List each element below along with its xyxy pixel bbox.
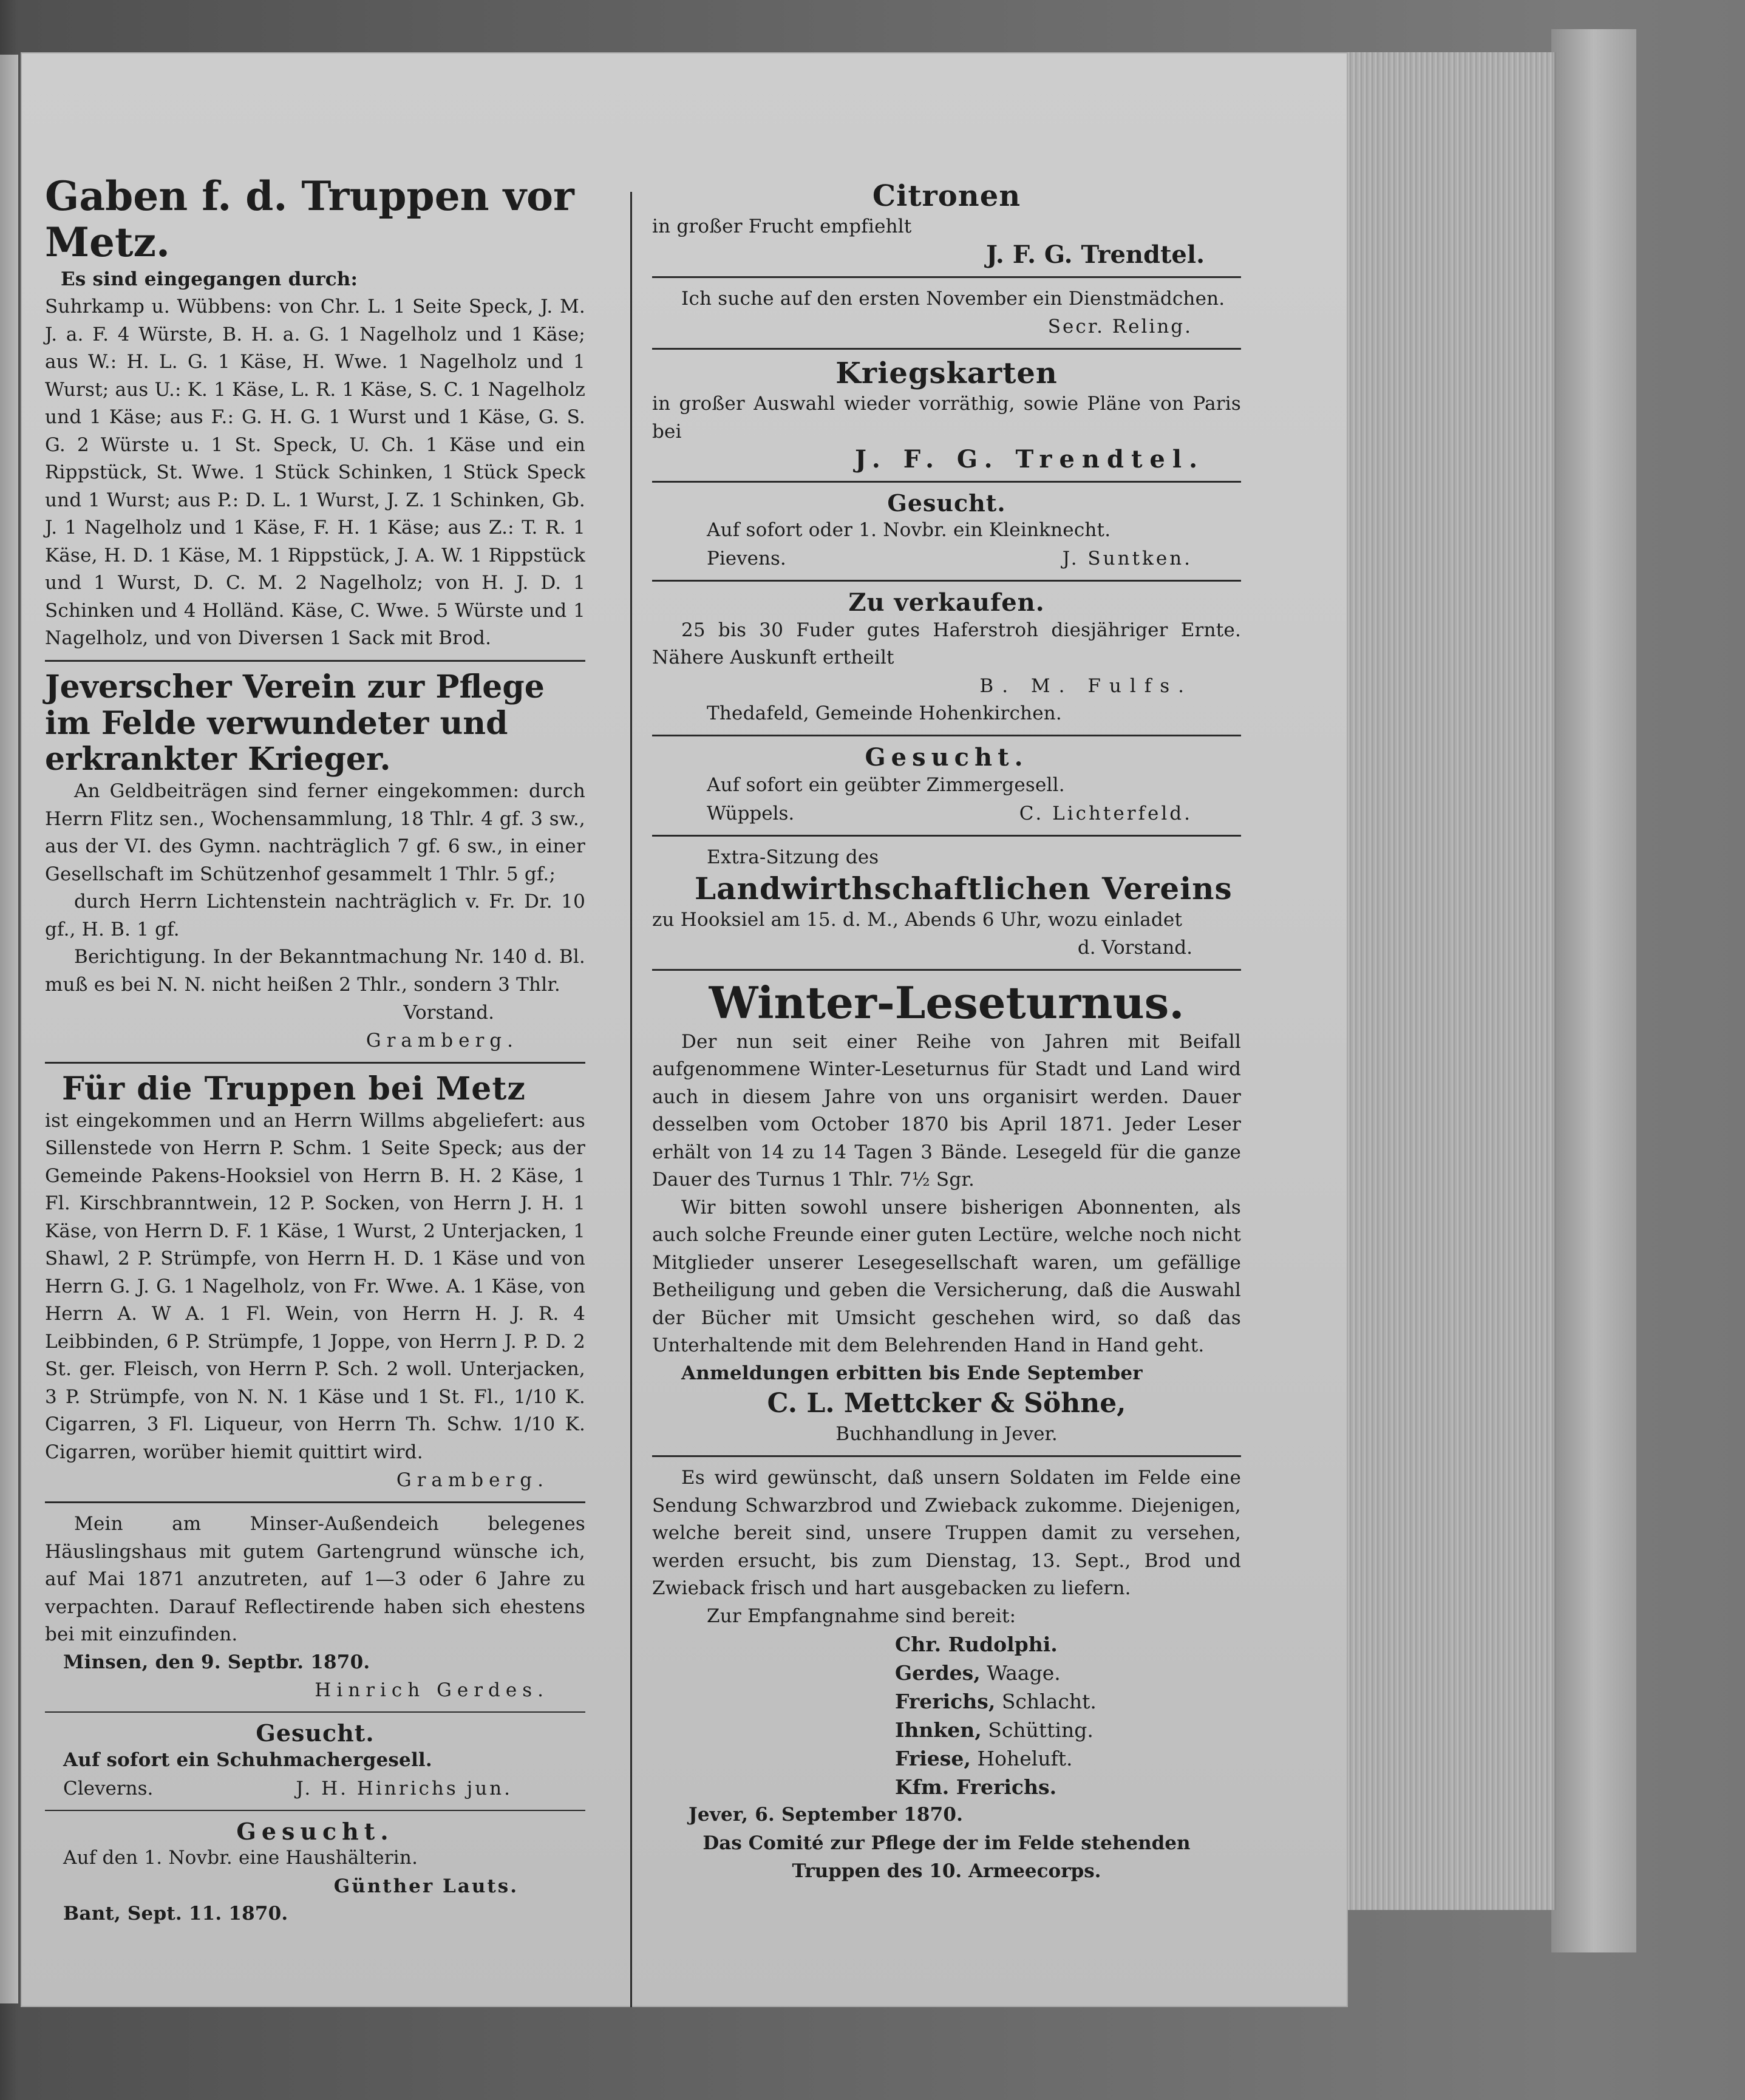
ad-body: Ich suche auf den ersten November ein Dienstmädchen.: [681, 287, 1225, 310]
receiver-list: [652, 1630, 1241, 1801]
ad-body: Auf sofort ein geübter Zimmergesell.: [707, 774, 1065, 797]
ad-place: Thedafeld, Gemeinde Hohenkirchen.: [707, 702, 1062, 724]
book-page-edges: [1336, 52, 1556, 1910]
separator-rule: [652, 580, 1241, 582]
ad-title: Gesucht.: [256, 1719, 375, 1747]
ad-verein-pflege: [45, 669, 585, 1055]
ad-title: Gesucht.: [865, 743, 1029, 772]
ad-body: in großer Frucht empfiehlt: [652, 216, 912, 238]
ad-zu-verkaufen: [652, 589, 1241, 728]
list-item: Friese, Hoheluft.: [895, 1747, 1073, 1771]
ad-signature: J. Suntken.: [1062, 547, 1192, 569]
ad-citronen: [652, 180, 1241, 269]
separator-rule: [652, 276, 1241, 278]
ad-body: An Geldbeiträgen sind ferner eingekommen: durch Herrn Flitz sen., Wochensammlung, 18 Thlr. 4 gf. 3 sw., aus der VI. des Gymn. nachträglich 7 gf. 6 sw., in einer Gesellschaft im Schützenhof gesammelt 1 Thlr. 5 gf.;: [45, 780, 585, 885]
ad-gesucht-schuhmacher: [45, 1720, 585, 1802]
list-item: Kfm. Frerichs.: [895, 1775, 1057, 1799]
ad-subtitle: Buchhandlung in Jever.: [835, 1423, 1058, 1446]
ad-date: Jever, 6. September 1870.: [689, 1804, 964, 1826]
ad-gesucht-haushaelterin: [45, 1818, 585, 1928]
ad-signature: Secr. Reling.: [1047, 316, 1192, 338]
ad-title: Gesucht.: [236, 1817, 394, 1845]
ad-signature: Hinrich Gerdes.: [315, 1679, 549, 1702]
ad-body: Wir bitten sowohl unsere bisherigen Abonnenten, als auch solche Freunde einer guten Lectüre, welche noch nicht Mitglieder unserer Lesegesellschaft waren, um gefällige Betheiligung und geben die Versicherung, daß die Auswahl der Bücher mit Umsicht geschehen wird, so daß das Unterhaltende mit dem Belehrenden Hand in Hand geht.: [652, 1196, 1241, 1357]
ad-title: Winter-Leseturnus.: [709, 977, 1185, 1029]
book-cover-edge: [1551, 29, 1636, 1952]
ad-signature: J. H. Hinrichs jun.: [296, 1777, 512, 1799]
ad-body: in großer Auswahl wieder vorräthig, sowie Pläne von Paris bei: [652, 393, 1241, 443]
ad-body: zu Hooksiel am 15. d. M., Abends 6 Uhr, wozu einladet: [652, 908, 1183, 931]
left-column: [45, 174, 585, 1928]
ad-kriegskarten: [652, 357, 1241, 474]
ad-date: Minsen, den 9. Septbr. 1870.: [63, 1651, 370, 1673]
separator-rule: [45, 1062, 585, 1064]
ad-body: ist eingekommen und an Herrn Willms abgeliefert: aus Sillenstede von Herrn P. Schm. 1 Seite Speck; aus der Gemeinde Pakens-Hooksiel von Herrn B. H. 2 Käse, 1 Fl. Kirschbranntwein, 12 P. Socken, von Herrn J. H. 1 Käse, von Herrn D. F. 1 Käse, 1 Wurst, 2 Unterjacken, 1 Shawl, 2 P. Strümpfe, von Herrn H. D. 1 Käse und von Herrn G. J. G. 1 Nagelholz, von Fr. Wwe. A. 1 Käse, von Herrn A. W A. 1 Fl. Wein, von Herrn H. J. R. 4 Leibbinden, 6 P. Strümpfe, 1 Joppe, von Herrn J. P. D. 2 St. ger. Fleisch, von Herrn P. Sch. 2 woll. Unterjacken, 3 P. Strümpfe, von N. N. 1 Käse und 1 St. Fl., 1/10 K. Cigarren, 3 Fl. Liqueur, von Herrn Th. Schw. 1/10 K. Cigarren, worüber hiemit quittirt wird.: [45, 1109, 585, 1463]
separator-rule: [45, 1810, 585, 1811]
ad-gesucht-zimmergesell: [652, 744, 1241, 827]
ad-body: 25 bis 30 Fuder gutes Haferstroh diesjähriger Ernte. Nähere Auskunft ertheilt: [652, 619, 1241, 669]
ad-signature: J. F. G. Trendtel.: [986, 240, 1205, 269]
ad-title: Zu verkaufen.: [848, 588, 1045, 617]
ad-intro: Extra-Sitzung des: [707, 846, 879, 868]
ad-body: Mein am Minser-Außendeich belegenes Häuslingshaus mit gutem Gartengrund wünsche ich, auf Mai 1871 anzutreten, auf 1—3 oder 6 Jahre zu verpachten. Darauf Reflectirende haben sich ehestens bei mit einzufinden.: [45, 1513, 585, 1646]
ad-landwirthschaft-verein: [652, 844, 1241, 962]
separator-rule: [45, 1501, 585, 1503]
ad-gesucht-kleinknecht: [652, 490, 1241, 572]
ad-truppen-metz: [45, 1071, 585, 1494]
list-item: Gerdes, Waage.: [895, 1661, 1061, 1685]
ad-signature: Gramberg.: [366, 1030, 519, 1052]
separator-rule: [652, 481, 1241, 483]
ad-body: Es wird gewünscht, daß unsern Soldaten im Felde eine Sendung Schwarzbrod und Zwieback zukomme. Diejenigen, welche bereit sind, unsere Truppen damit zu versehen, werden ersucht, bis zum Dienstag, 13. Sept., Brod und Zwieback frisch und hart ausgebacken zu liefern.: [652, 1467, 1241, 1600]
ad-winter-leseturnus: [652, 978, 1241, 1448]
ad-signature: Gramberg.: [396, 1469, 549, 1492]
ad-soldaten-brod: [652, 1464, 1241, 1885]
ad-signature: Günther Lauts.: [333, 1875, 519, 1897]
ad-title: Gesucht.: [887, 489, 1006, 517]
ad-signature: Vorstand.: [403, 1002, 494, 1024]
separator-rule: [652, 348, 1241, 350]
ad-title: Citronen: [872, 179, 1021, 213]
ad-body: Anmeldungen erbitten bis Ende September: [681, 1362, 1143, 1384]
ad-body: Der nun seit einer Reihe von Jahren mit Beifall aufgenommene Winter-Leseturnus für Stadt und Land wird auch in diesem Jahre von uns organisirt werden. Dauer desselben vom October 1870 bis April 1871. Jeder Leser erhält von 14 zu 14 Tagen 3 Bände. Lesegeld für die ganze Dauer des Turnus 1 Thlr. 7½ Sgr.: [652, 1030, 1241, 1191]
separator-rule: [652, 735, 1241, 736]
ad-dienstmaedchen: [652, 285, 1241, 341]
list-item: Chr. Rudolphi.: [895, 1633, 1058, 1657]
separator-rule: [652, 835, 1241, 837]
ad-date: Bant, Sept. 11. 1870.: [63, 1902, 288, 1925]
ad-title: Landwirthschaftlichen Vereins: [695, 871, 1233, 907]
separator-rule: [45, 1711, 585, 1713]
list-item: Frerichs, Schlacht.: [895, 1690, 1097, 1714]
ad-body: durch Herrn Lichtenstein nachträglich v. Fr. Dr. 10 gf., H. B. 1 gf.: [45, 891, 585, 940]
ad-body: Auf sofort oder 1. Novbr. ein Kleinknecht.: [707, 519, 1111, 542]
right-column: [652, 180, 1241, 1885]
list-item: Ihnken, Schütting.: [895, 1718, 1094, 1742]
ad-title: Jeverscher Verein zur Pflege im Felde verwundeter und erkrankter Krieger.: [45, 668, 545, 778]
separator-rule: [652, 969, 1241, 971]
column-divider: [630, 192, 632, 2007]
ad-title: Kriegskarten: [835, 356, 1058, 391]
ad-body: Berichtigung. In der Bekanntmachung Nr. 140 d. Bl. muß es bei N. N. nicht heißen 2 Thlr., sondern 3 Thlr.: [45, 946, 585, 996]
newspaper-page: [21, 52, 1348, 2007]
ad-signature: C. L. Mettcker & Söhne,: [767, 1388, 1126, 1419]
ad-signature: C. Lichterfeld.: [1019, 802, 1192, 824]
ad-title: Gaben f. d. Truppen vor Metz.: [45, 172, 574, 266]
ad-signature: J. F. G. Trendtel.: [855, 445, 1205, 474]
ad-gaben-metz: [45, 174, 585, 653]
ad-place: Cleverns.: [63, 1777, 154, 1799]
ad-minsen-haus: [45, 1510, 585, 1704]
ad-place: Pievens.: [707, 547, 786, 569]
separator-rule: [652, 1455, 1241, 1457]
ad-signature: Truppen des 10. Armeecorps.: [792, 1860, 1101, 1882]
ad-signature: d. Vorstand.: [1077, 937, 1192, 959]
ad-intro: Zur Empfangnahme sind bereit:: [707, 1605, 1016, 1627]
ad-place: Wüppels.: [707, 802, 795, 824]
ad-body: Auf sofort ein Schuhmachergesell.: [63, 1749, 432, 1772]
previous-page-edge: [0, 55, 18, 2003]
separator-rule: [45, 660, 585, 662]
ad-intro: Es sind eingegangen durch:: [61, 268, 358, 290]
ad-signature: B. M. Fulfs.: [979, 675, 1192, 697]
ad-signature: Das Comité zur Pflege der im Felde stehenden: [702, 1832, 1191, 1854]
ad-body: Suhrkamp u. Wübbens: von Chr. L. 1 Seite Speck, J. M. J. a. F. 4 Würste, B. H. a. G. 1 Nagelholz und 1 Käse; aus W.: H. L. G. 1 Käse, H. Wwe. 1 Nagelholz und 1 Wurst; aus U.: K. 1 Käse, L. R. 1 Käse, S. C. 1 Nagelholz und 1 Käse; aus F.: G. H. G. 1 Wurst und 1 Käse, G. S. G. 2 Würste u. 1 St. Speck, U. Ch. 1 Käse und ein Rippstück, St. Wwe. 1 Stück Schinken, 1 Stück Speck und 1 Wurst; aus P.: D. L. 1 Wurst, J. Z. 1 Schinken, Gb. J. 1 Nagelholz und 1 Käse, F. H. 1 Käse; aus Z.: T. R. 1 Käse, H. D. 1 Käse, M. 1 Rippstück, J. A. W. 1 Rippstück und 1 Wurst, D. C. M. 2 Nagelholz; von H. J. D. 1 Schinken und 4 Holländ. Käse, C. Wwe. 5 Würste und 1 Nagelholz, und von Diversen 1 Sack mit Brod.: [45, 296, 585, 650]
ad-title: Für die Truppen bei Metz: [62, 1070, 526, 1108]
ad-body: Auf den 1. Novbr. eine Haushälterin.: [63, 1847, 418, 1869]
